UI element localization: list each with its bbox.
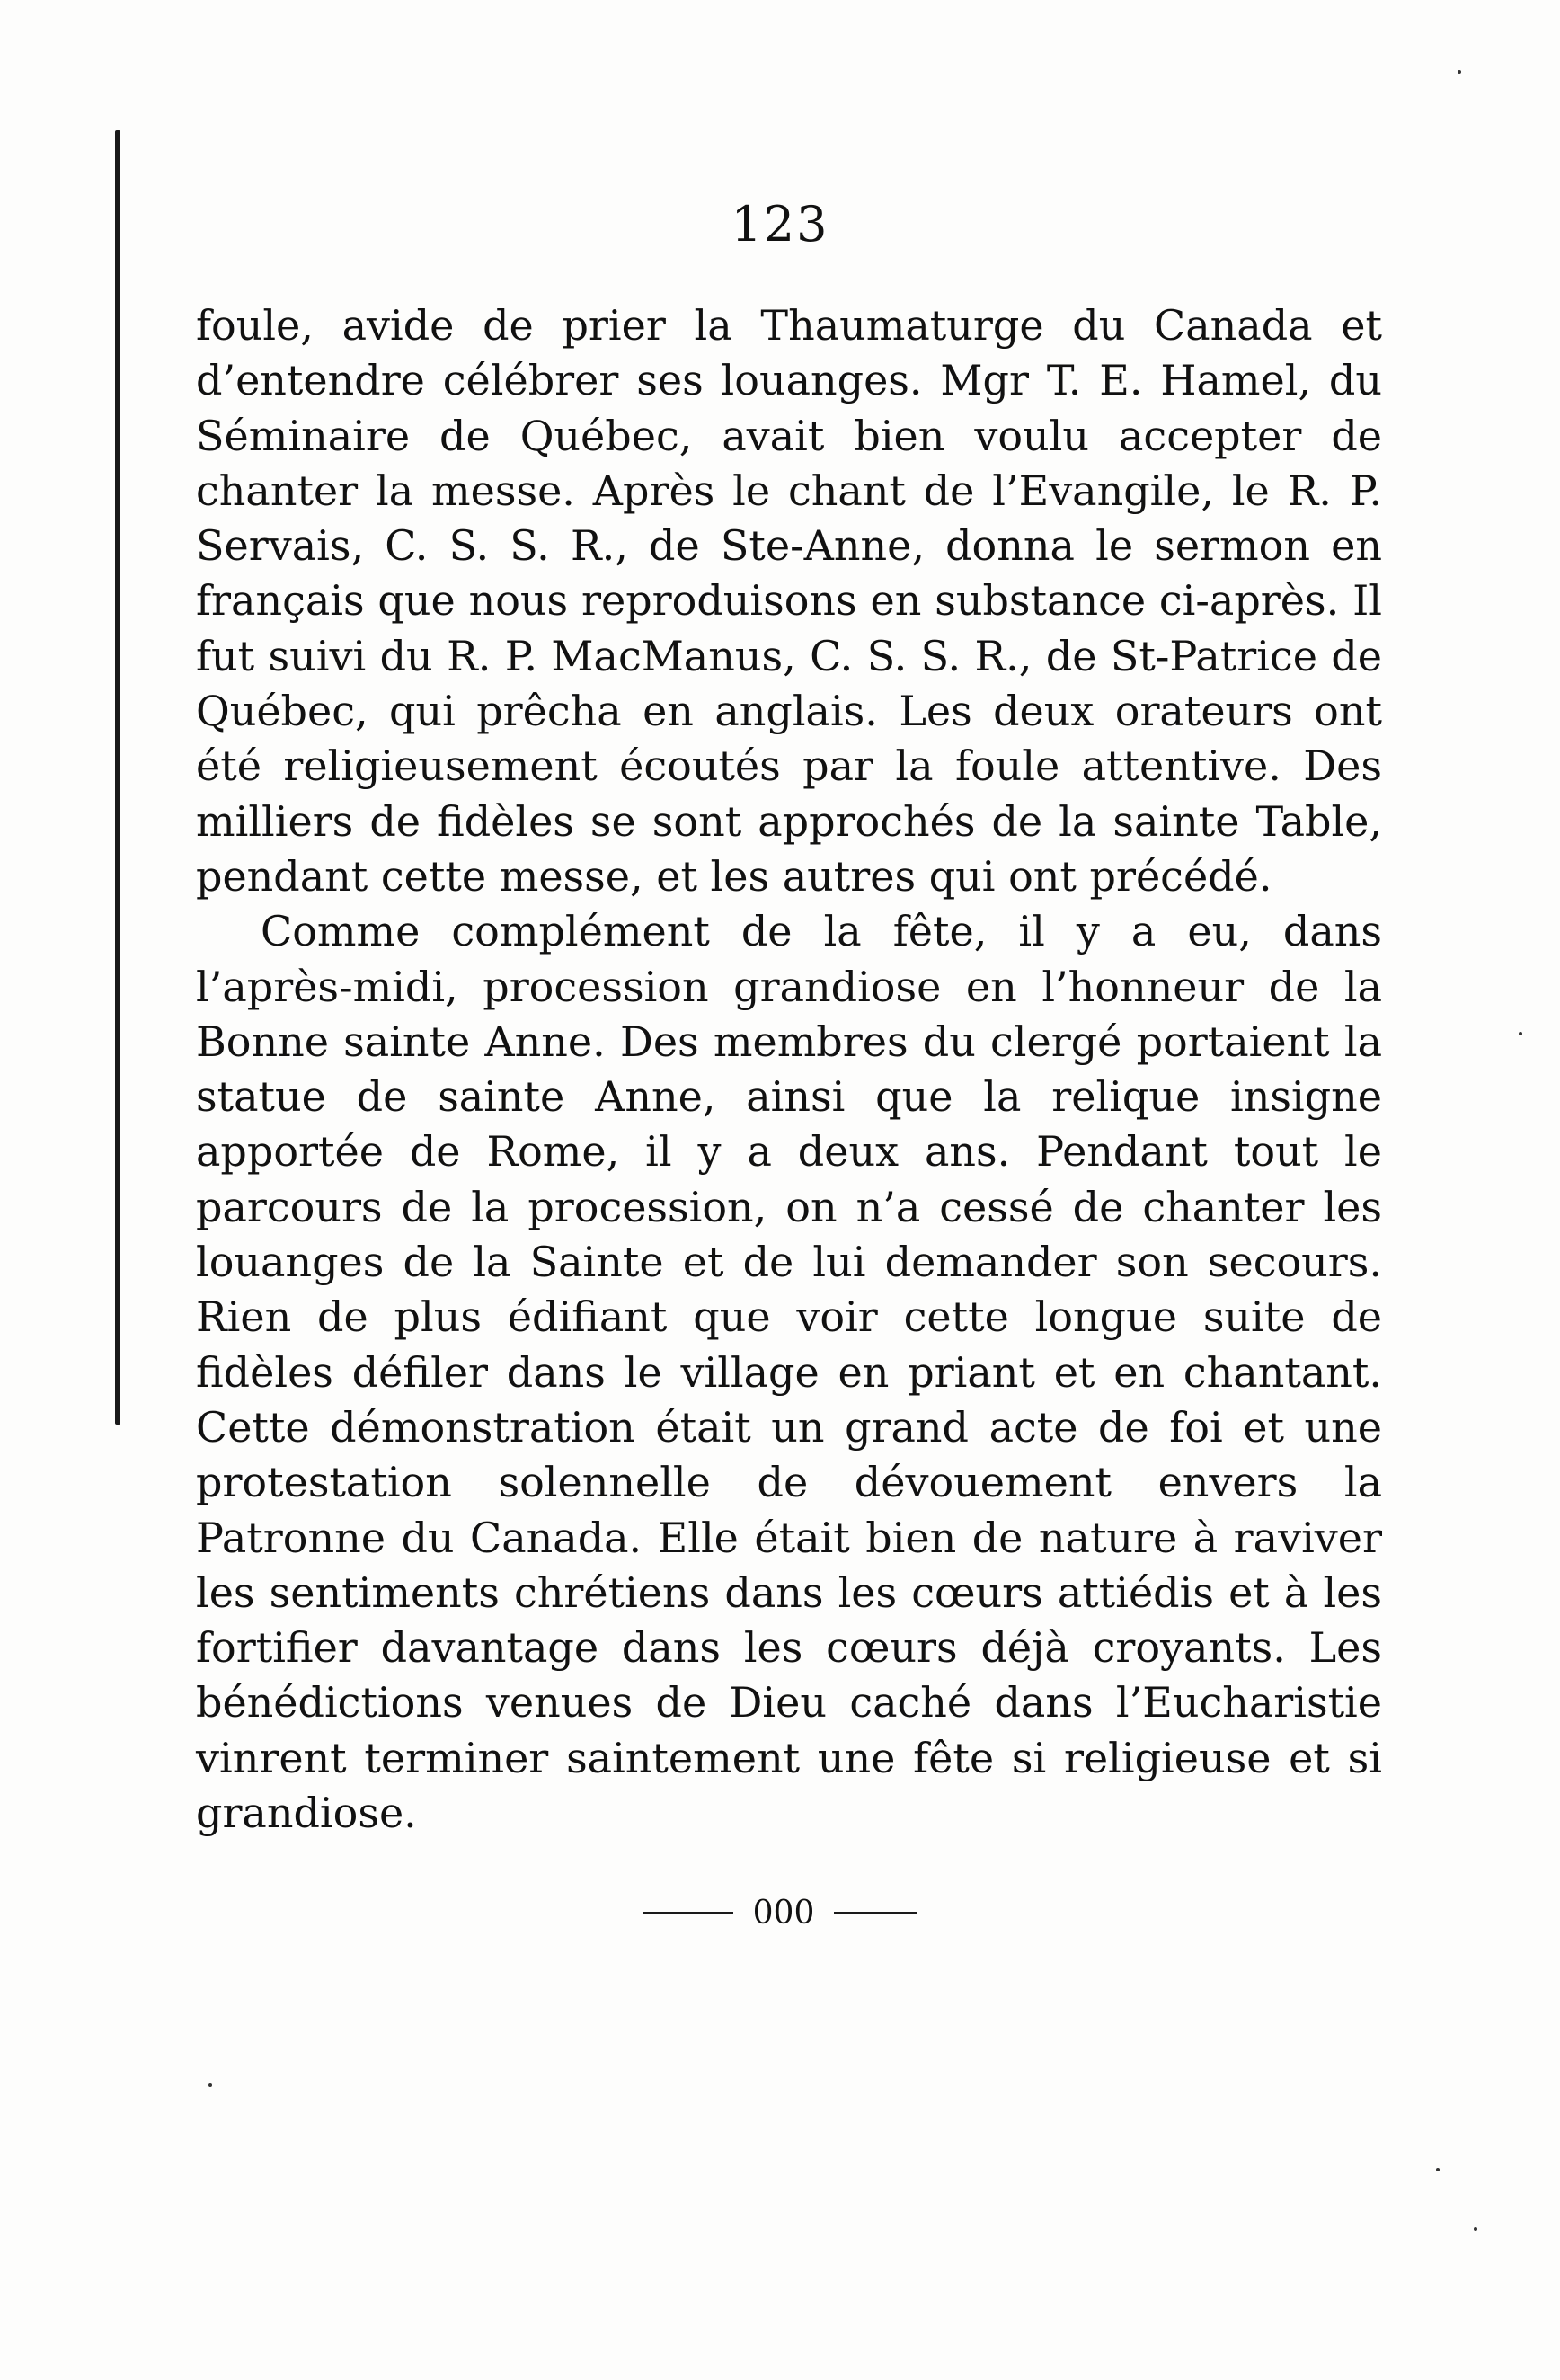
print-speck: [1519, 1032, 1522, 1035]
paragraph-1: foule, avide de prier la Thaumaturge du Canada et d’entendre célébrer ses louanges. Mgr T. E. Hamel, du Séminaire de Québec, avait bien voulu accepter de chanter la messe. Après le chant de l’Evangile, le R. P. Servais, C. S. S. R., de Ste-Anne, donna le sermon en français que nous reproduisons en substance ci-après. Il fut suivi du R. P. MacManus, C. S. S. R., de St-Patrice de Québec, qui prêcha en anglais. Les deux orateurs ont été religieusement écoutés par la foule attentive. Des milliers de fidèles se sont approchés de la sainte Table, pendant cette messe, et les autres qui ont précédé.: [196, 301, 1382, 901]
print-speck: [1436, 2168, 1440, 2171]
ornament-dash-left: [643, 1912, 733, 1914]
print-speck: [1458, 70, 1461, 74]
ornament-dash-right: [834, 1912, 917, 1914]
section-end-ornament: [0, 1895, 1560, 1932]
print-speck: [208, 2083, 212, 2087]
body-text: [196, 298, 1382, 1841]
print-speck: [1474, 2227, 1477, 2231]
page-number: 123: [731, 196, 829, 253]
left-margin-rule: [115, 130, 120, 1425]
paragraph-2: Comme complément de la fête, il y a eu, dans l’après-midi, procession grandiose en l’honneur de la Bonne sainte Anne. Des membres du clergé portaient la statue de sainte Anne, ainsi que la relique insigne apportée de Rome, il y a deux ans. Pendant tout le parcours de la procession, on n’a cessé de chanter les louanges de la Sainte et de lui demander son secours. Rien de plus édifiant que voir cette longue suite de fidèles défiler dans le village en priant et en chantant. Cette démonstration était un grand acte de foi et une protestation solennelle de dévouement envers la Patronne du Canada. Elle était bien de nature à raviver les sentiments chrétiens dans les cœurs attiédis et à les fortifier davantage dans les cœurs déjà croyants. Les bénédictions venues de Dieu caché dans l’Eucharistie vinrent terminer saintement une fête si religieuse et si grandiose.: [196, 907, 1382, 1838]
ornament-text: 000: [752, 1895, 815, 1932]
